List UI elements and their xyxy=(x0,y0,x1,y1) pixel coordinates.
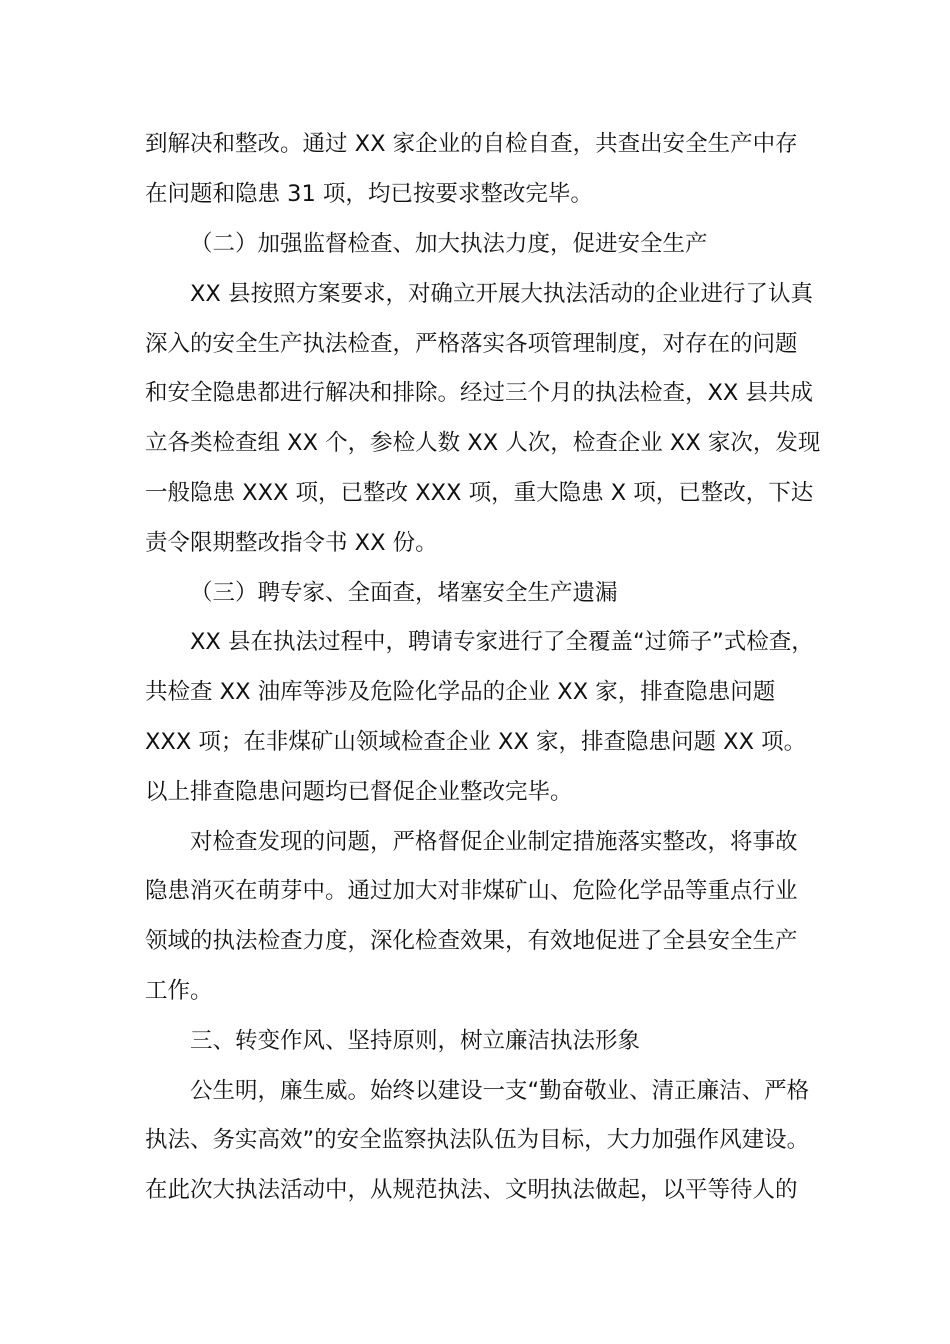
paragraph-line: 共检查 XX 油库等涉及危险化学品的企业 XX 家，排查隐患问题 xyxy=(145,679,776,705)
section-heading: （三）聘专家、全面查，堵塞安全生产遗漏 xyxy=(190,580,618,606)
paragraph-line: 以上排查隐患问题均已督促企业整改完毕。 xyxy=(145,779,573,805)
paragraph-line: 执法、务实高效”的安全监察执法队伍为目标，大力加强作风建设。 xyxy=(145,1127,810,1153)
paragraph-line: XXX 项；在非煤矿山领域检查企业 XX 家，排查隐患问题 XX 项。 xyxy=(145,729,807,755)
section-heading: 三、转变作风、坚持原则，树立廉洁执法形象 xyxy=(190,1028,641,1054)
paragraph-line: 在此次大执法活动中，从规范执法、文明执法做起，以平等待人的 xyxy=(145,1177,798,1203)
paragraph-line: 公生明，廉生威。始终以建设一支“勤奋敬业、清正廉洁、严格 xyxy=(190,1078,810,1104)
paragraph-line: 隐患消灭在萌芽中。通过加大对非煤矿山、危险化学品等重点行业 xyxy=(145,878,798,904)
paragraph-line: 工作。 xyxy=(145,978,213,1004)
paragraph-line: 领域的执法检查力度，深化检查效果，有效地促进了全县安全生产 xyxy=(145,928,798,954)
paragraph-line: 对检查发现的问题，严格督促企业制定措施落实整改，将事故 xyxy=(190,829,798,855)
paragraph-line: 和安全隐患都进行解决和排除。经过三个月的执法检查，XX 县共成 xyxy=(145,380,813,406)
paragraph-line: 责令限期整改指令书 XX 份。 xyxy=(145,530,438,556)
paragraph-line: XX 县按照方案要求，对确立开展大执法活动的企业进行了认真 xyxy=(190,281,813,307)
section-heading: （二）加强监督检查、加大执法力度，促进安全生产 xyxy=(190,231,708,257)
paragraph-line: 深入的安全生产执法检查，严格落实各项管理制度，对存在的问题 xyxy=(145,331,798,357)
paragraph-line: 立各类检查组 XX 个，参检人数 XX 人次，检查企业 XX 家次，发现 xyxy=(145,430,821,456)
paragraph-line: 到解决和整改。通过 XX 家企业的自检自查，共查出安全生产中存 xyxy=(145,131,798,157)
paragraph-line: 一般隐患 XXX 项，已整改 XXX 项，重大隐患 X 项，已整改，下达 xyxy=(145,480,814,506)
paragraph-line: XX 县在执法过程中，聘请专家进行了全覆盖“过筛子”式检查， xyxy=(190,629,814,655)
paragraph-line: 在问题和隐患 31 项，均已按要求整改完毕。 xyxy=(145,181,593,207)
